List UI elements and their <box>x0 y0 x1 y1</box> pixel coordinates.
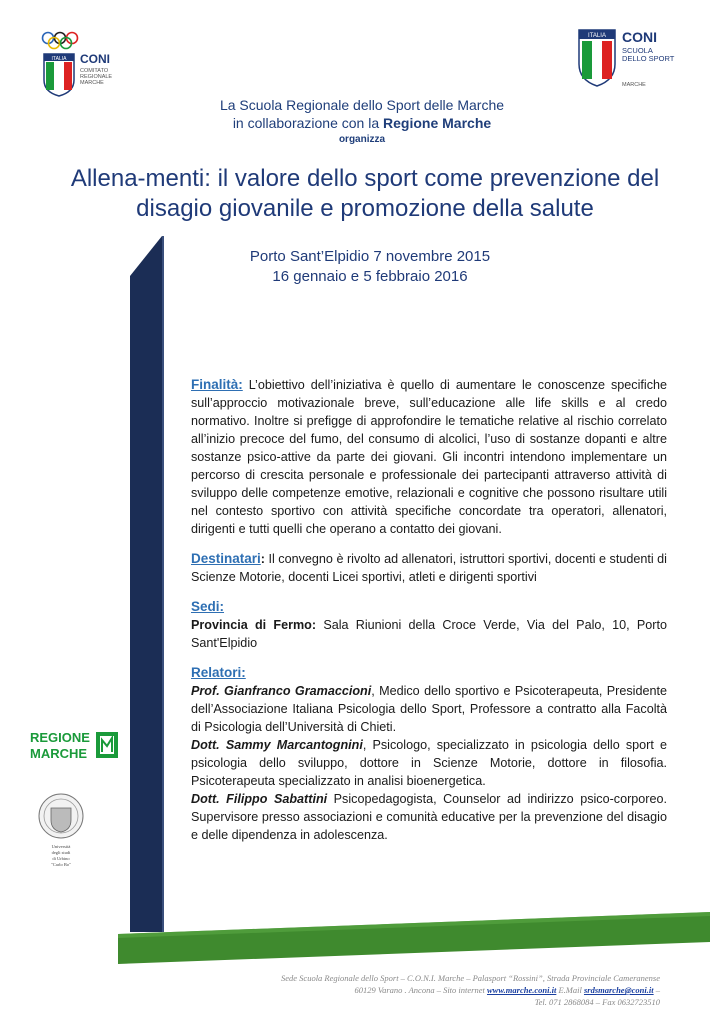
finalita-section <box>191 376 667 538</box>
dates-line-2: 16 gennaio e 5 febbraio 2016 <box>272 268 468 285</box>
collaboration-line <box>0 114 724 132</box>
footer-email-label: E.Mail <box>556 985 584 995</box>
collaboration-prefix: in collaborazione con la <box>232 115 384 131</box>
coni-scuola-dello-sport-logo <box>576 28 688 92</box>
footer-site-label: 60129 Varano . Ancona – Sito internet <box>354 985 487 995</box>
universita-urbino-seal <box>34 792 88 876</box>
footer <box>180 972 660 1008</box>
seal-line-4: "Carlo Bo" <box>50 862 72 867</box>
organizer-line: La Scuola Regionale dello Sport delle Marche <box>219 97 505 113</box>
footer-address: Sede Scuola Regionale dello Sport – C.O.N.I. Marche – Palasport “Rossini”, Strada Provinciale Cameranense <box>281 973 660 983</box>
regione-line-2: MARCHE <box>30 746 88 761</box>
header <box>0 96 724 148</box>
finalita-heading: Finalità: <box>191 377 243 392</box>
logo-line-1: SCUOLA <box>622 46 653 55</box>
email-link[interactable]: srdsmarche@coni.it <box>583 985 654 995</box>
logo-line-1: COMITATO <box>80 68 109 74</box>
main-content <box>191 376 667 844</box>
relatore-text: Psicopedagogista, Counselor ad indirizzo psico-corporeo. Supervisore presso associazioni e comunità educative per la prevenzione del disagio e delle dipendenza in adolescenza. <box>191 792 667 842</box>
relatori-section <box>191 664 667 844</box>
decorative-green-bar <box>118 912 710 964</box>
finalita-text: L’obiettivo dell’iniziativa è quello di aumentare le conoscenze specifiche sull’approccio motivazionale breve, sull’educazione alle life skills e al credo normativo. Inoltre si prefigge di approfondire le tematiche relative al rischio correlato all’inizio precoce del fumo, del consumo di alcolici, l’uso di sostanze dopanti e altre sostanze psico-attive da parte dei giovani. Gli incontri intendono implementare un percorso di crescita personale e professionale dei partecipanti attraverso attività di sviluppo delle competenze emotive, relazionali e cognitive che possono risultare utili nel contesto sportivo con attività specifiche concordate tra operatori, allenatori, dirigenti e tutti quelli che operano a contatto dei giovani. <box>191 378 667 536</box>
footer-phone: Tel. 071 2868084 – Fax 0632723510 <box>534 997 660 1007</box>
relatore-item <box>191 790 667 844</box>
relatore-text: , Medico dello sportivo e Psicoterapeuta, Presidente dell’Associazione Italiana Psicologia dello Sport, Professore a contratto alla Facoltà di Psicologia dell’Università di Chieti. <box>191 684 667 734</box>
dates-line-1: Porto Sant’Elpidio 7 novembre 2015 <box>249 248 491 265</box>
event-dates <box>200 247 540 287</box>
title-line-2: disagio giovanile e promozione della salute <box>136 195 594 222</box>
destinatari-text: Il convegno è rivolto ad allenatori, istruttori sportivi, docenti e studenti di Scienze Motorie, docenti Licei sportivi, atleti e dirigenti sportivi <box>191 552 667 584</box>
relatore-item <box>191 682 667 736</box>
relatore-name: Dott. Filippo Sabattini <box>191 792 328 806</box>
seal-line-1: Università <box>51 844 71 849</box>
shield-text: ITALIA <box>588 33 606 39</box>
relatore-text: , Psicologo, specializzato in psicologia dello sport e psicologia dello sviluppo, dottore in Scienze Motorie, dottore in filosofia. Psicoterapeuta specializzato in analisi bioenergetica. <box>191 738 667 788</box>
footer-contacts <box>180 984 660 996</box>
coni-brand: CONI <box>80 52 110 66</box>
regione-line-1: REGIONE <box>30 730 90 745</box>
regione-marche-logo <box>30 728 120 762</box>
relatori-heading: Relatori: <box>191 665 246 680</box>
destinatari-heading: Destinatari <box>191 551 261 566</box>
footer-suffix: – <box>653 985 660 995</box>
destinatari-colon: : <box>260 552 265 566</box>
collaboration-partner: Regione Marche <box>383 115 492 131</box>
relatore-name: Prof. Gianfranco Gramaccioni <box>191 684 372 698</box>
title-line-1: Allena-menti: il valore dello sport come prevenzione del <box>70 165 660 192</box>
sedi-section <box>191 598 667 652</box>
sedi-text: Sala Riunioni della Croce Verde, Via del Palo, 10, Porto Sant'Elpidio <box>191 618 667 650</box>
coni-comitato-regionale-logo <box>40 30 140 98</box>
seal-line-2: degli studi <box>51 850 71 855</box>
destinatari-section <box>191 550 667 586</box>
decorative-pillar <box>130 236 164 932</box>
logo-line-2: DELLO SPORT <box>622 54 675 63</box>
page-title <box>40 164 690 224</box>
relatore-item <box>191 736 667 790</box>
logo-line-3: MARCHE <box>80 80 104 86</box>
organizza-label: organizza <box>338 134 386 145</box>
logo-line-2: REGIONALE <box>80 74 113 80</box>
sedi-heading: Sedi: <box>191 599 225 614</box>
sedi-label: Provincia di Fermo: <box>191 618 317 632</box>
seal-line-3: di Urbino <box>52 856 70 861</box>
relatore-name: Dott. Sammy Marcantognini <box>191 738 363 752</box>
logo-line-3: MARCHE <box>622 82 646 88</box>
coni-brand: CONI <box>622 29 657 45</box>
shield-text: ITALIA <box>51 56 67 62</box>
website-link[interactable]: www.marche.coni.it <box>486 985 557 995</box>
